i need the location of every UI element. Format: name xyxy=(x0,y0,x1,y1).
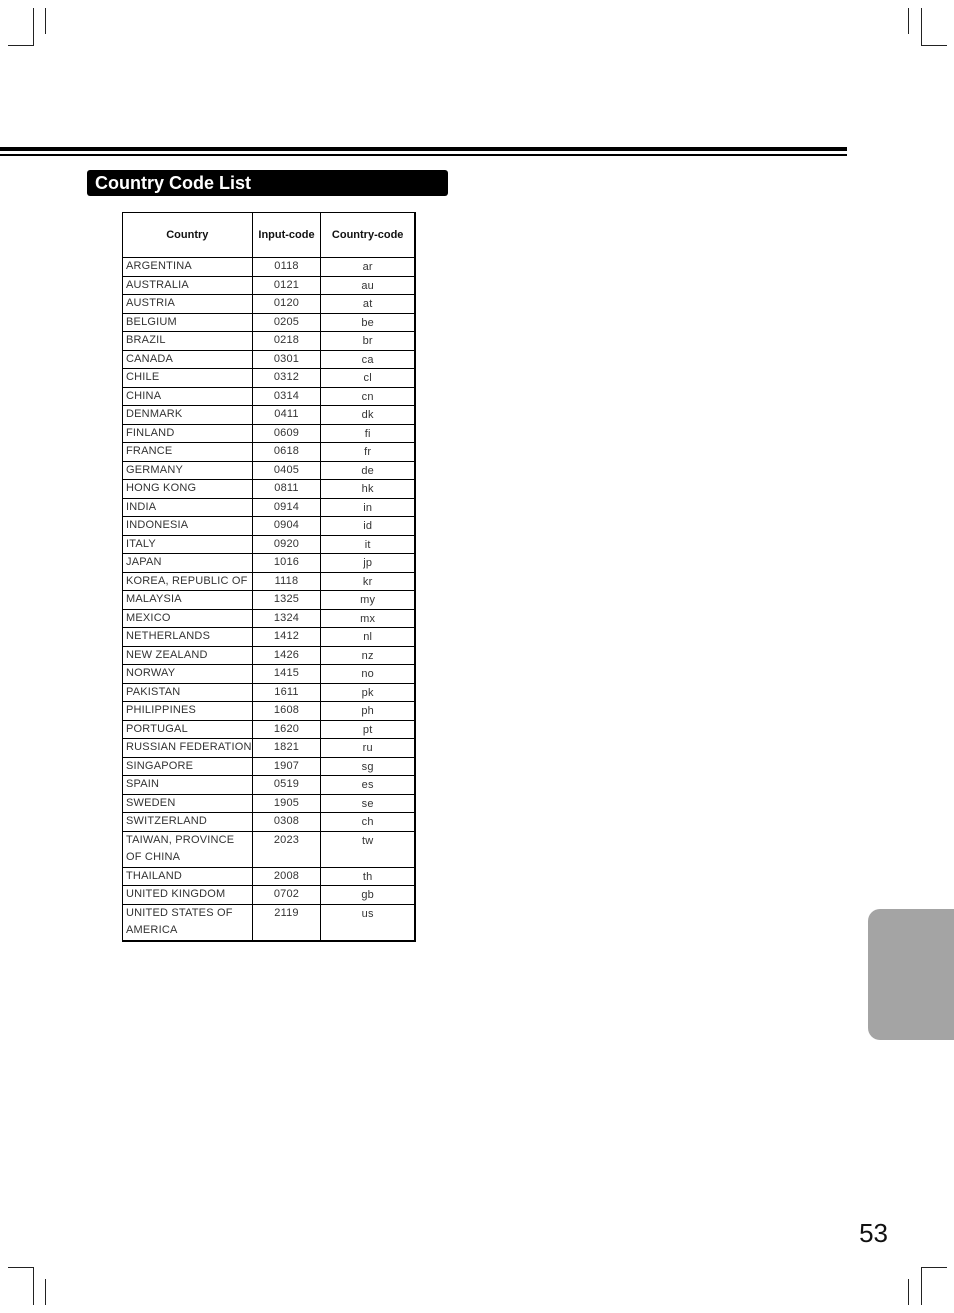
input-code-cell: 0519 xyxy=(252,776,321,795)
crop-mark xyxy=(33,8,34,46)
table-row xyxy=(123,739,416,758)
input-code-cell: 0120 xyxy=(252,295,321,314)
table-row xyxy=(123,406,416,425)
crop-mark xyxy=(908,8,909,34)
country-cell: NEW ZEALAND xyxy=(123,646,253,665)
input-code-cell: 0301 xyxy=(252,350,321,369)
header-rule-thin xyxy=(0,154,847,156)
crop-mark xyxy=(8,45,34,46)
country-code-cell: tw xyxy=(321,831,415,867)
input-code-cell: 1611 xyxy=(252,683,321,702)
country-code-cell: ph xyxy=(321,702,415,721)
input-code-cell: 2023 xyxy=(252,831,321,867)
table-row xyxy=(123,683,416,702)
country-cell: CHINA xyxy=(123,387,253,406)
country-code-cell: ar xyxy=(321,258,415,277)
country-cell: SINGAPORE xyxy=(123,757,253,776)
country-code-cell: se xyxy=(321,794,415,813)
section-title: Country Code List xyxy=(87,170,448,196)
crop-mark xyxy=(921,1267,922,1305)
table-body xyxy=(123,258,416,941)
input-code-cell: 1412 xyxy=(252,628,321,647)
table-row xyxy=(123,313,416,332)
table-row xyxy=(123,646,416,665)
table-row xyxy=(123,904,416,941)
input-code-cell: 1608 xyxy=(252,702,321,721)
input-code-cell: 1905 xyxy=(252,794,321,813)
crop-mark xyxy=(8,1267,34,1268)
country-code-cell: br xyxy=(321,332,415,351)
input-code-cell: 0308 xyxy=(252,813,321,832)
country-cell: INDIA xyxy=(123,498,253,517)
input-code-cell: 0118 xyxy=(252,258,321,277)
country-cell: SPAIN xyxy=(123,776,253,795)
country-cell: NETHERLANDS xyxy=(123,628,253,647)
country-cell: TAIWAN, PROVINCE OF CHINA xyxy=(123,831,253,867)
country-cell: MEXICO xyxy=(123,609,253,628)
country-cell: BELGIUM xyxy=(123,313,253,332)
table-row xyxy=(123,720,416,739)
country-code-cell: jp xyxy=(321,554,415,573)
column-header-country-code: Country-code xyxy=(321,213,415,258)
table-row xyxy=(123,831,416,867)
table-row xyxy=(123,332,416,351)
country-code-cell: gb xyxy=(321,886,415,905)
page-number: 53 xyxy=(859,1218,888,1248)
country-cell: INDONESIA xyxy=(123,517,253,536)
country-code-cell: nl xyxy=(321,628,415,647)
table-row xyxy=(123,886,416,905)
table-row xyxy=(123,276,416,295)
crop-mark xyxy=(921,45,947,46)
input-code-cell: 0121 xyxy=(252,276,321,295)
country-code-cell: ca xyxy=(321,350,415,369)
country-cell: PAKISTAN xyxy=(123,683,253,702)
country-code-cell: pt xyxy=(321,720,415,739)
country-cell: DENMARK xyxy=(123,406,253,425)
input-code-cell: 0920 xyxy=(252,535,321,554)
input-code-cell: 0205 xyxy=(252,313,321,332)
country-cell: RUSSIAN FEDERATION xyxy=(123,739,253,758)
input-code-cell: 1016 xyxy=(252,554,321,573)
table-row xyxy=(123,609,416,628)
country-code-cell: mx xyxy=(321,609,415,628)
country-cell: CHILE xyxy=(123,369,253,388)
table-row xyxy=(123,387,416,406)
input-code-cell: 0811 xyxy=(252,480,321,499)
table-row xyxy=(123,813,416,832)
country-code-cell: pk xyxy=(321,683,415,702)
country-cell: ITALY xyxy=(123,535,253,554)
country-cell: NORWAY xyxy=(123,665,253,684)
crop-mark xyxy=(921,1267,947,1268)
country-cell: FRANCE xyxy=(123,443,253,462)
country-code-cell: cl xyxy=(321,369,415,388)
country-cell: AUSTRIA xyxy=(123,295,253,314)
crop-mark xyxy=(921,8,922,46)
country-code-cell: th xyxy=(321,867,415,886)
country-cell: CANADA xyxy=(123,350,253,369)
crop-mark xyxy=(33,1267,34,1305)
country-code-cell: my xyxy=(321,591,415,610)
country-code-cell: be xyxy=(321,313,415,332)
input-code-cell: 0609 xyxy=(252,424,321,443)
country-code-cell: au xyxy=(321,276,415,295)
input-code-cell: 1907 xyxy=(252,757,321,776)
country-code-cell: at xyxy=(321,295,415,314)
country-code-cell: kr xyxy=(321,572,415,591)
table-row xyxy=(123,535,416,554)
input-code-cell: 0314 xyxy=(252,387,321,406)
country-cell: THAILAND xyxy=(123,867,253,886)
country-code-cell: es xyxy=(321,776,415,795)
country-cell: ARGENTINA xyxy=(123,258,253,277)
country-code-cell: sg xyxy=(321,757,415,776)
country-cell: PHILIPPINES xyxy=(123,702,253,721)
country-code-cell: ru xyxy=(321,739,415,758)
table-row xyxy=(123,776,416,795)
table-row xyxy=(123,757,416,776)
crop-mark xyxy=(908,1279,909,1305)
table-row xyxy=(123,258,416,277)
country-code-cell: de xyxy=(321,461,415,480)
country-code-cell: us xyxy=(321,904,415,941)
input-code-cell: 1620 xyxy=(252,720,321,739)
table-row xyxy=(123,498,416,517)
country-cell: BRAZIL xyxy=(123,332,253,351)
table-row xyxy=(123,794,416,813)
table-row xyxy=(123,424,416,443)
table-row xyxy=(123,867,416,886)
country-cell: MALAYSIA xyxy=(123,591,253,610)
table-row xyxy=(123,591,416,610)
input-code-cell: 1118 xyxy=(252,572,321,591)
country-cell: PORTUGAL xyxy=(123,720,253,739)
country-cell: UNITED KINGDOM xyxy=(123,886,253,905)
country-code-cell: dk xyxy=(321,406,415,425)
country-code-cell: fi xyxy=(321,424,415,443)
country-code-cell: hk xyxy=(321,480,415,499)
table-row xyxy=(123,480,416,499)
crop-mark xyxy=(45,1279,46,1305)
input-code-cell: 0702 xyxy=(252,886,321,905)
country-cell: AUSTRALIA xyxy=(123,276,253,295)
country-code-cell: in xyxy=(321,498,415,517)
input-code-cell: 0411 xyxy=(252,406,321,425)
input-code-cell: 0904 xyxy=(252,517,321,536)
input-code-cell: 1415 xyxy=(252,665,321,684)
country-code-cell: nz xyxy=(321,646,415,665)
input-code-cell: 2119 xyxy=(252,904,321,941)
country-code-cell: cn xyxy=(321,387,415,406)
input-code-cell: 0218 xyxy=(252,332,321,351)
table-header-row xyxy=(123,213,416,258)
country-cell: HONG KONG xyxy=(123,480,253,499)
input-code-cell: 1324 xyxy=(252,609,321,628)
table-row xyxy=(123,369,416,388)
table-row xyxy=(123,628,416,647)
country-code-cell: id xyxy=(321,517,415,536)
country-cell: UNITED STATES OF AMERICA xyxy=(123,904,253,941)
input-code-cell: 1325 xyxy=(252,591,321,610)
header-rule-thick xyxy=(0,147,847,151)
country-code-cell: it xyxy=(321,535,415,554)
column-header-country: Country xyxy=(123,213,253,258)
table-row xyxy=(123,665,416,684)
table-row xyxy=(123,554,416,573)
input-code-cell: 0914 xyxy=(252,498,321,517)
table-row xyxy=(123,350,416,369)
country-code-table xyxy=(122,212,416,942)
country-cell: GERMANY xyxy=(123,461,253,480)
country-cell: KOREA, REPUBLIC OF xyxy=(123,572,253,591)
table-row xyxy=(123,517,416,536)
side-tab xyxy=(868,909,954,1040)
country-cell: SWITZERLAND xyxy=(123,813,253,832)
input-code-cell: 1821 xyxy=(252,739,321,758)
table-row xyxy=(123,572,416,591)
input-code-cell: 0312 xyxy=(252,369,321,388)
table-row xyxy=(123,461,416,480)
table-row xyxy=(123,295,416,314)
country-cell: JAPAN xyxy=(123,554,253,573)
input-code-cell: 1426 xyxy=(252,646,321,665)
table-row xyxy=(123,702,416,721)
input-code-cell: 2008 xyxy=(252,867,321,886)
input-code-cell: 0405 xyxy=(252,461,321,480)
crop-mark xyxy=(45,8,46,34)
column-header-input-code: Input-code xyxy=(252,213,321,258)
country-code-cell: ch xyxy=(321,813,415,832)
country-cell: SWEDEN xyxy=(123,794,253,813)
input-code-cell: 0618 xyxy=(252,443,321,462)
table-row xyxy=(123,443,416,462)
country-code-cell: no xyxy=(321,665,415,684)
country-code-cell: fr xyxy=(321,443,415,462)
country-cell: FINLAND xyxy=(123,424,253,443)
